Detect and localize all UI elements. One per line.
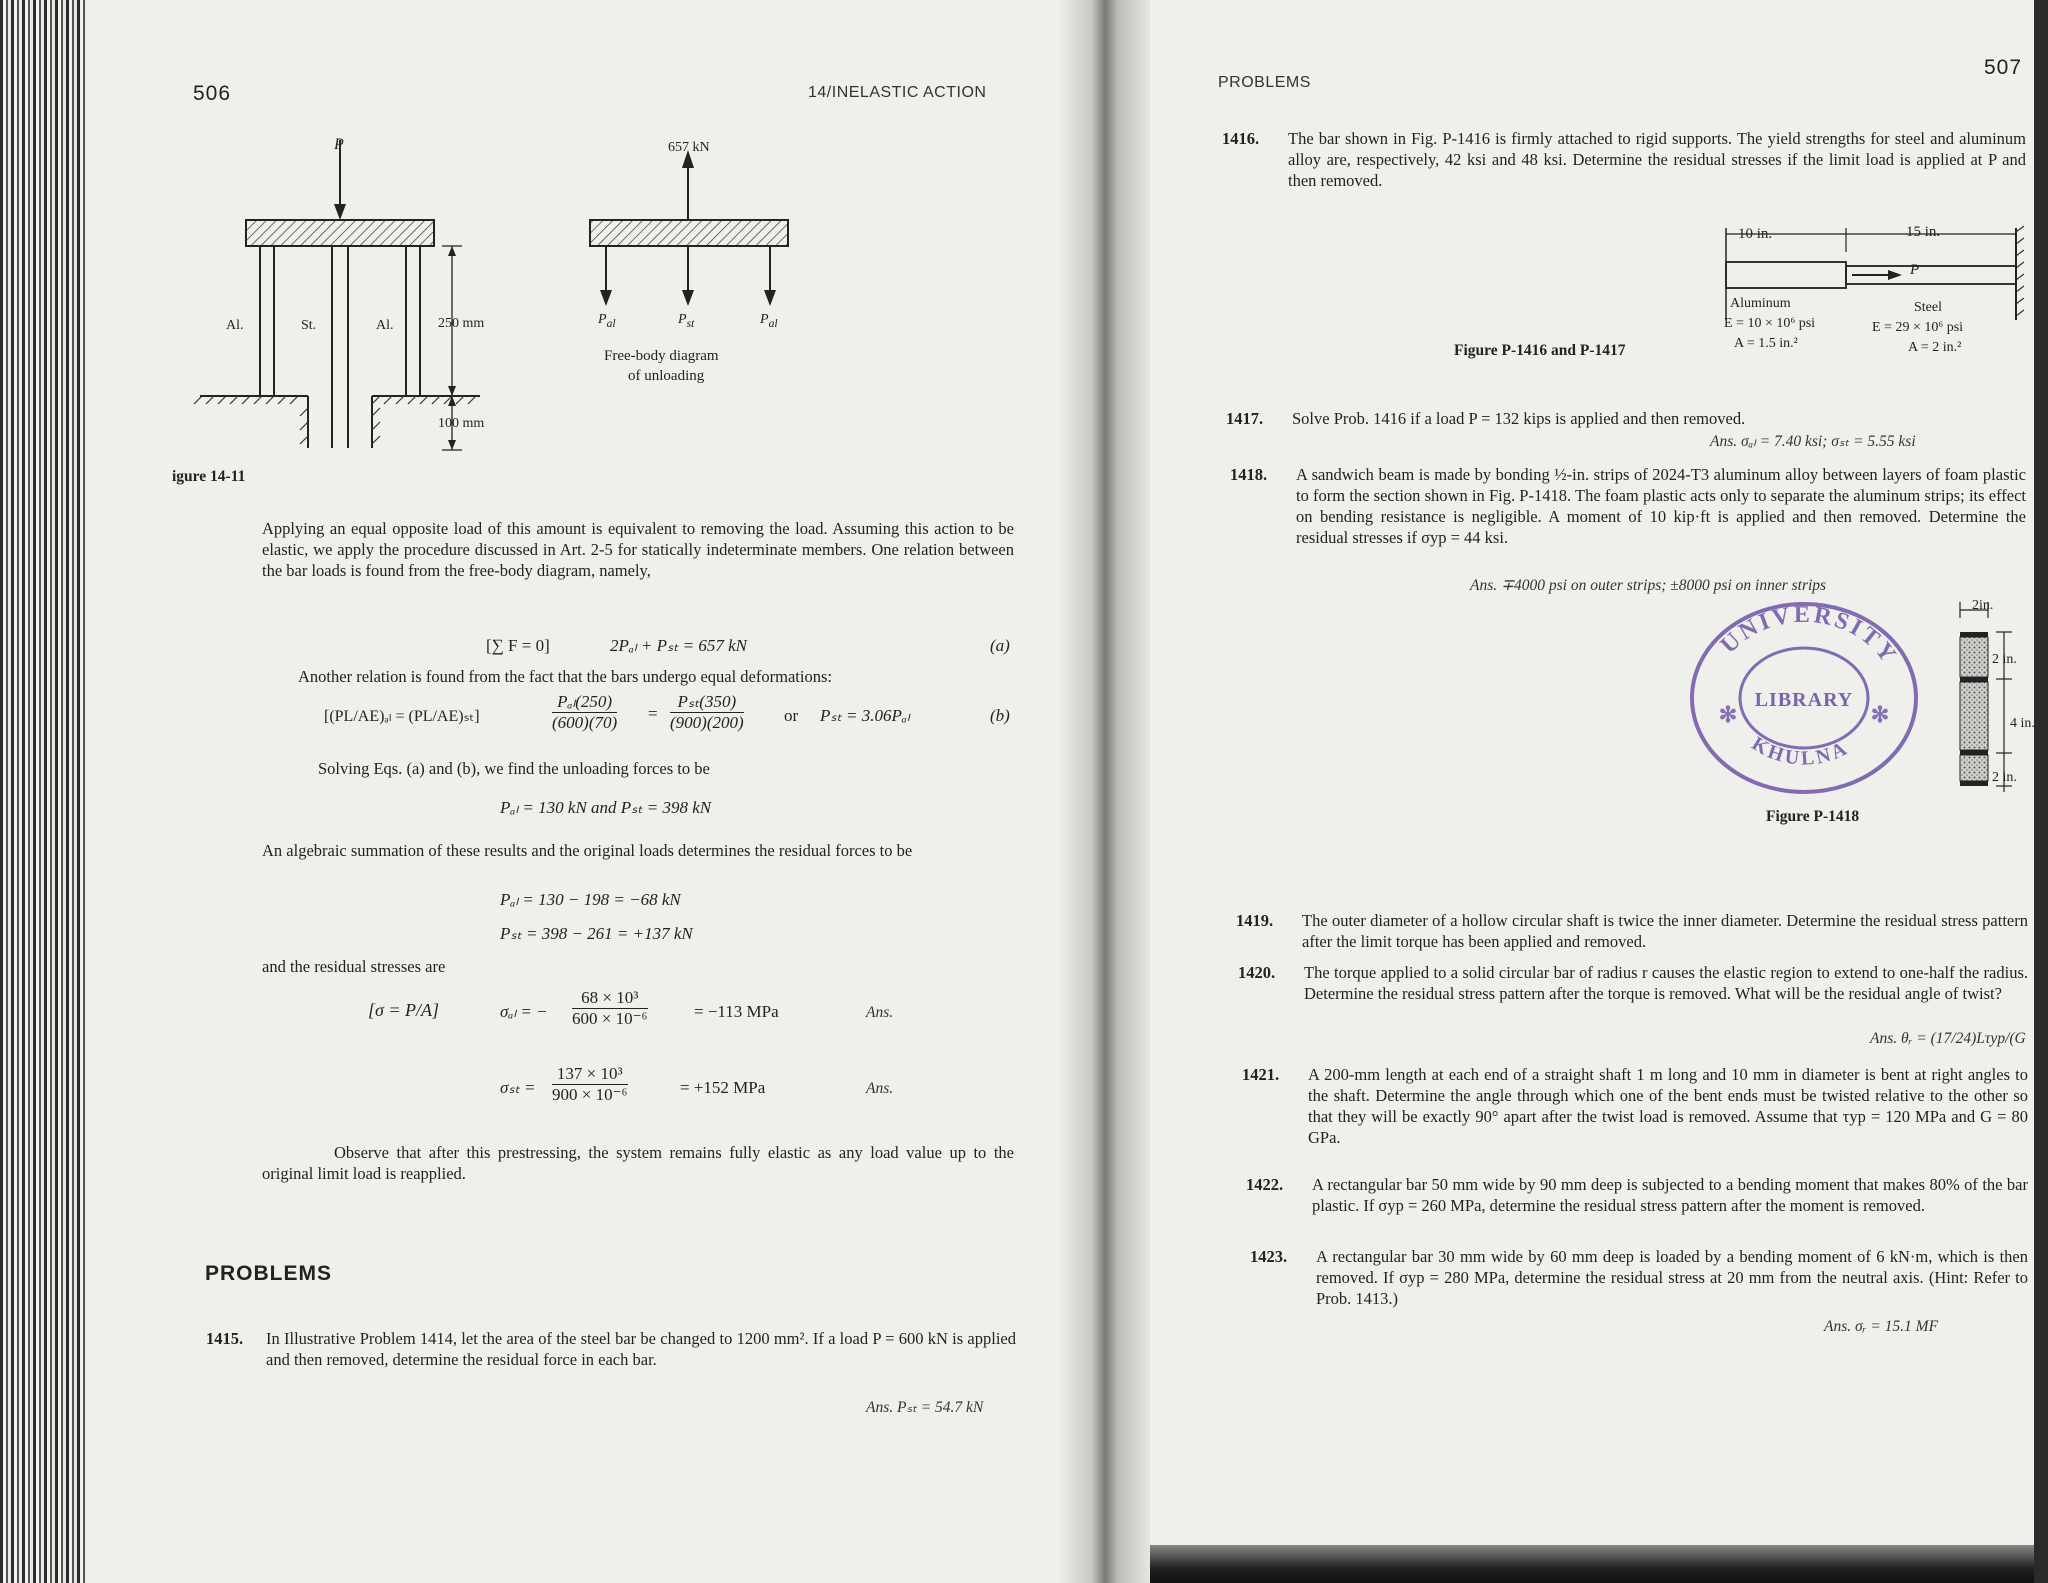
equation-a-tag: (a) — [990, 636, 1010, 655]
fig1416-load: P — [1910, 262, 1920, 278]
problems-heading: PROBLEMS — [205, 1262, 333, 1285]
equation-b-or: or — [784, 706, 799, 725]
problem-1415-text: In Illustrative Problem 1414, let the area of the steel bar be changed to 1200 mm². If a load P = 600 kN is applied and then removed, determine the residual force in each bar. — [266, 1329, 1016, 1369]
problem-1420-text: The torque applied to a solid circular bar of radius r causes the elastic region to extend to one-half the radius. Determine the residual stress pattern after the torque is removed. What will be the residual angle of twist? — [1304, 963, 2028, 1003]
stress-bracket: [σ = P/A] — [368, 1000, 440, 1020]
problem-1420-answer: Ans. θᵣ = (17/24)Lτyp/(G — [1870, 1030, 2026, 1047]
fig1416-steel: Steel — [1914, 300, 1942, 315]
problem-1417-text: Solve Prob. 1416 if a load P = 132 kips is applied and then removed. — [1292, 409, 1746, 428]
unloading-forces: Pₐₗ = 130 kN and Pₛₜ = 398 kN — [500, 798, 712, 817]
fbd-force-al-right: $P_{al}$ — [760, 312, 778, 330]
equation-b-fraction-1: $\frac{\text{Pₐₗ(250)}}{(600)(70)}$ — [552, 692, 618, 732]
fig1418-height-bottom: 2 in. — [1992, 770, 2017, 785]
figure-14-11 — [190, 128, 1050, 480]
fig1416-caption: Figure P-1416 and P-1417 — [1454, 342, 1626, 359]
library-stamp — [1686, 598, 1922, 798]
stamp-star-right: ✻ — [1870, 702, 1890, 727]
equals-sign: = — [648, 704, 658, 723]
problem-1421-number: 1421. — [1242, 1065, 1280, 1084]
fig1416-steel-E: E = 29 × 10⁶ psi — [1872, 320, 1964, 335]
fig1416-aluminum: Aluminum — [1730, 296, 1791, 311]
equation-b-fraction-2: $\frac{\text{Pₛₜ(350)}}{(900)(200)}$ — [670, 692, 744, 732]
figure-caption: igure 14-11 — [172, 468, 246, 485]
fig1418-width: 2in. — [1972, 598, 1994, 613]
problem-1419-text: The outer diameter of a hollow circular shaft is twice the inner diameter. Determine the residual stress pattern after the limit torque has been applied and removed. — [1302, 911, 2028, 951]
stamp-text-center: LIBRARY — [1754, 689, 1854, 711]
label-st: St. — [301, 318, 317, 333]
book-gutter — [1060, 0, 1150, 1583]
residual-force-st: Pₛₜ = 398 − 261 = +137 kN — [500, 924, 693, 943]
right-page — [1150, 0, 2034, 1583]
dimension-250mm: 250 mm — [438, 316, 485, 331]
problem-1419-number: 1419. — [1236, 911, 1274, 930]
fig1418-height-middle: 4 in. — [2010, 716, 2035, 731]
running-head: PROBLEMS — [1218, 74, 1311, 91]
page-number: 506 — [193, 82, 232, 105]
figure-p1418 — [1948, 596, 2034, 800]
stress-al-result: = −113 MPa — [694, 1002, 779, 1021]
equation-b-condition: [(PL/AE)ₐₗ = (PL/AE)ₛₜ] — [324, 708, 480, 725]
label-al-right: Al. — [376, 318, 394, 333]
equation-a-condition: [∑ F = 0] — [486, 636, 550, 655]
residual-force-al: Pₐₗ = 130 − 198 = −68 kN — [500, 890, 681, 909]
fig1416-dim-left: 10 in. — [1738, 226, 1773, 242]
fig1416-dim-right: 15 in. — [1906, 224, 1941, 240]
equation-a: 2Pₐₗ + Pₛₜ = 657 kN — [610, 636, 747, 655]
paragraph-3: Solving Eqs. (a) and (b), we find the unloading forces to be — [318, 759, 710, 778]
stress-al-fraction: $\frac{\text{68 × 10³}}{\text{600 × 10⁻⁶}}$ — [572, 988, 648, 1028]
stamp-text-top: UNIVERSITY — [1715, 601, 1903, 670]
paragraph-2: Another relation is found from the fact that the bars undergo equal deformations: — [298, 667, 832, 686]
stress-st-result: = +152 MPa — [680, 1078, 766, 1097]
stress-al-lhs: σₐₗ = − — [500, 1002, 548, 1021]
stamp-text-bottom: KHULNA — [1747, 732, 1853, 770]
problem-1422-number: 1422. — [1246, 1175, 1284, 1194]
problem-1422-text: A rectangular bar 50 mm wide by 90 mm deep is subjected to a bending moment that makes 80% of the bar plastic. If σyp = 260 MPa, determine the residual stress pattern after the moment is removed. — [1312, 1175, 2028, 1215]
page-number: 507 — [1984, 56, 2023, 79]
problem-1417-answer: Ans. σₐₗ = 7.40 ksi; σₛₜ = 5.55 ksi — [1710, 433, 1916, 450]
paragraph-6: Observe that after this prestressing, the system remains fully elastic as any load value up to the original limit load is reapplied. — [262, 1143, 1014, 1183]
equation-b-result: Pₛₜ = 3.06Pₐₗ — [820, 706, 910, 725]
fig1416-steel-A: A = 2 in.² — [1908, 340, 1962, 355]
dimension-100mm: 100 mm — [438, 416, 485, 431]
equation-b-tag: (b) — [990, 706, 1010, 725]
stress-st-lhs: σₛₜ = — [500, 1078, 536, 1097]
paragraph-5: and the residual stresses are — [262, 957, 446, 976]
problem-1417-number: 1417. — [1226, 409, 1264, 428]
fbd-force-label: 657 kN — [668, 140, 710, 155]
fbd-caption-line1: Free-body diagram — [604, 348, 719, 364]
right-edge-shadow — [2034, 0, 2048, 1583]
fbd-force-st: $P_{st}$ — [678, 312, 695, 330]
problem-1416-number: 1416. — [1222, 129, 1260, 148]
problem-1423-number: 1423. — [1250, 1247, 1288, 1266]
paragraph-4: An algebraic summation of these results and the original loads determines the residual forces to be — [262, 841, 913, 860]
running-head: 14/INELASTIC ACTION — [808, 84, 987, 101]
problem-1415-answer: Ans. Pₛₜ = 54.7 kN — [866, 1399, 984, 1416]
problem-1420-number: 1420. — [1238, 963, 1276, 982]
paragraph-1: Applying an equal opposite load of this amount is equivalent to removing the load. Assuming this action to be elastic, we apply the procedure discussed in Art. 2-5 for statically indeterminate members. One relation between the bar loads is found from the free-body diagram, namely, — [262, 519, 1014, 580]
problem-1418-answer: Ans. ∓4000 psi on outer strips; ±8000 psi on inner strips — [1470, 577, 1827, 594]
fig1416-aluminum-A: A = 1.5 in.² — [1734, 336, 1798, 351]
problem-1418-number: 1418. — [1230, 465, 1268, 484]
fig1418-caption: Figure P-1418 — [1766, 808, 1860, 825]
problem-1418-text: A sandwich beam is made by bonding ½-in. strips of 2024-T3 aluminum alloy between layers of foam plastic to form the section shown in Fig. P-1418. The foam plastic acts only to separate the aluminum strips; its effect on bending resistance is negligible. A moment of 10 kip·ft is applied and then removed. Determine the residual stresses if σyp = 44 ksi. — [1296, 465, 2026, 547]
label-al-left: Al. — [226, 318, 244, 333]
fig1418-height-top: 2 in. — [1992, 652, 2017, 667]
load-label-p: P — [334, 136, 344, 153]
stress-st-fraction: $\frac{\text{137 × 10³}}{\text{900 × 10⁻⁶}}$ — [552, 1064, 628, 1104]
fbd-force-al-left: $P_{al}$ — [598, 312, 616, 330]
stamp-star-left: ✻ — [1718, 702, 1738, 727]
problem-1416-text: The bar shown in Fig. P-1416 is firmly attached to rigid supports. The yield strengths for steel and aluminum alloy are, respectively, 42 ksi and 48 ksi. Determine the residual stresses if the limit load is applied at P and then removed. — [1288, 129, 2026, 190]
problem-1421-text: A 200-mm length at each end of a straight shaft 1 m long and 10 mm in diameter is bent at right angles to the shaft. Determine the angle through which one of the bent ends must be twisted relative to the other so that they will be exactly 90° apart after the twist load is removed. Assume that τyp = 120 MPa and G = 80 GPa. — [1308, 1065, 2028, 1147]
answer-label-1: Ans. — [866, 1004, 894, 1021]
problem-1423-answer: Ans. σᵣ = 15.1 MF — [1824, 1318, 1939, 1335]
problem-1423-text: A rectangular bar 30 mm wide by 60 mm deep is loaded by a bending moment of 6 kN·m, which is then removed. If σyp = 280 MPa, determine the residual stress at 20 mm from the neutral axis. (Hint: Refer to Prob. 1413.) — [1316, 1247, 2028, 1308]
answer-label-2: Ans. — [866, 1080, 894, 1097]
fig1416-aluminum-E: E = 10 × 10⁶ psi — [1724, 316, 1816, 331]
fbd-caption-line2: of unloading — [628, 368, 705, 384]
problem-1415-number: 1415. — [206, 1329, 244, 1348]
